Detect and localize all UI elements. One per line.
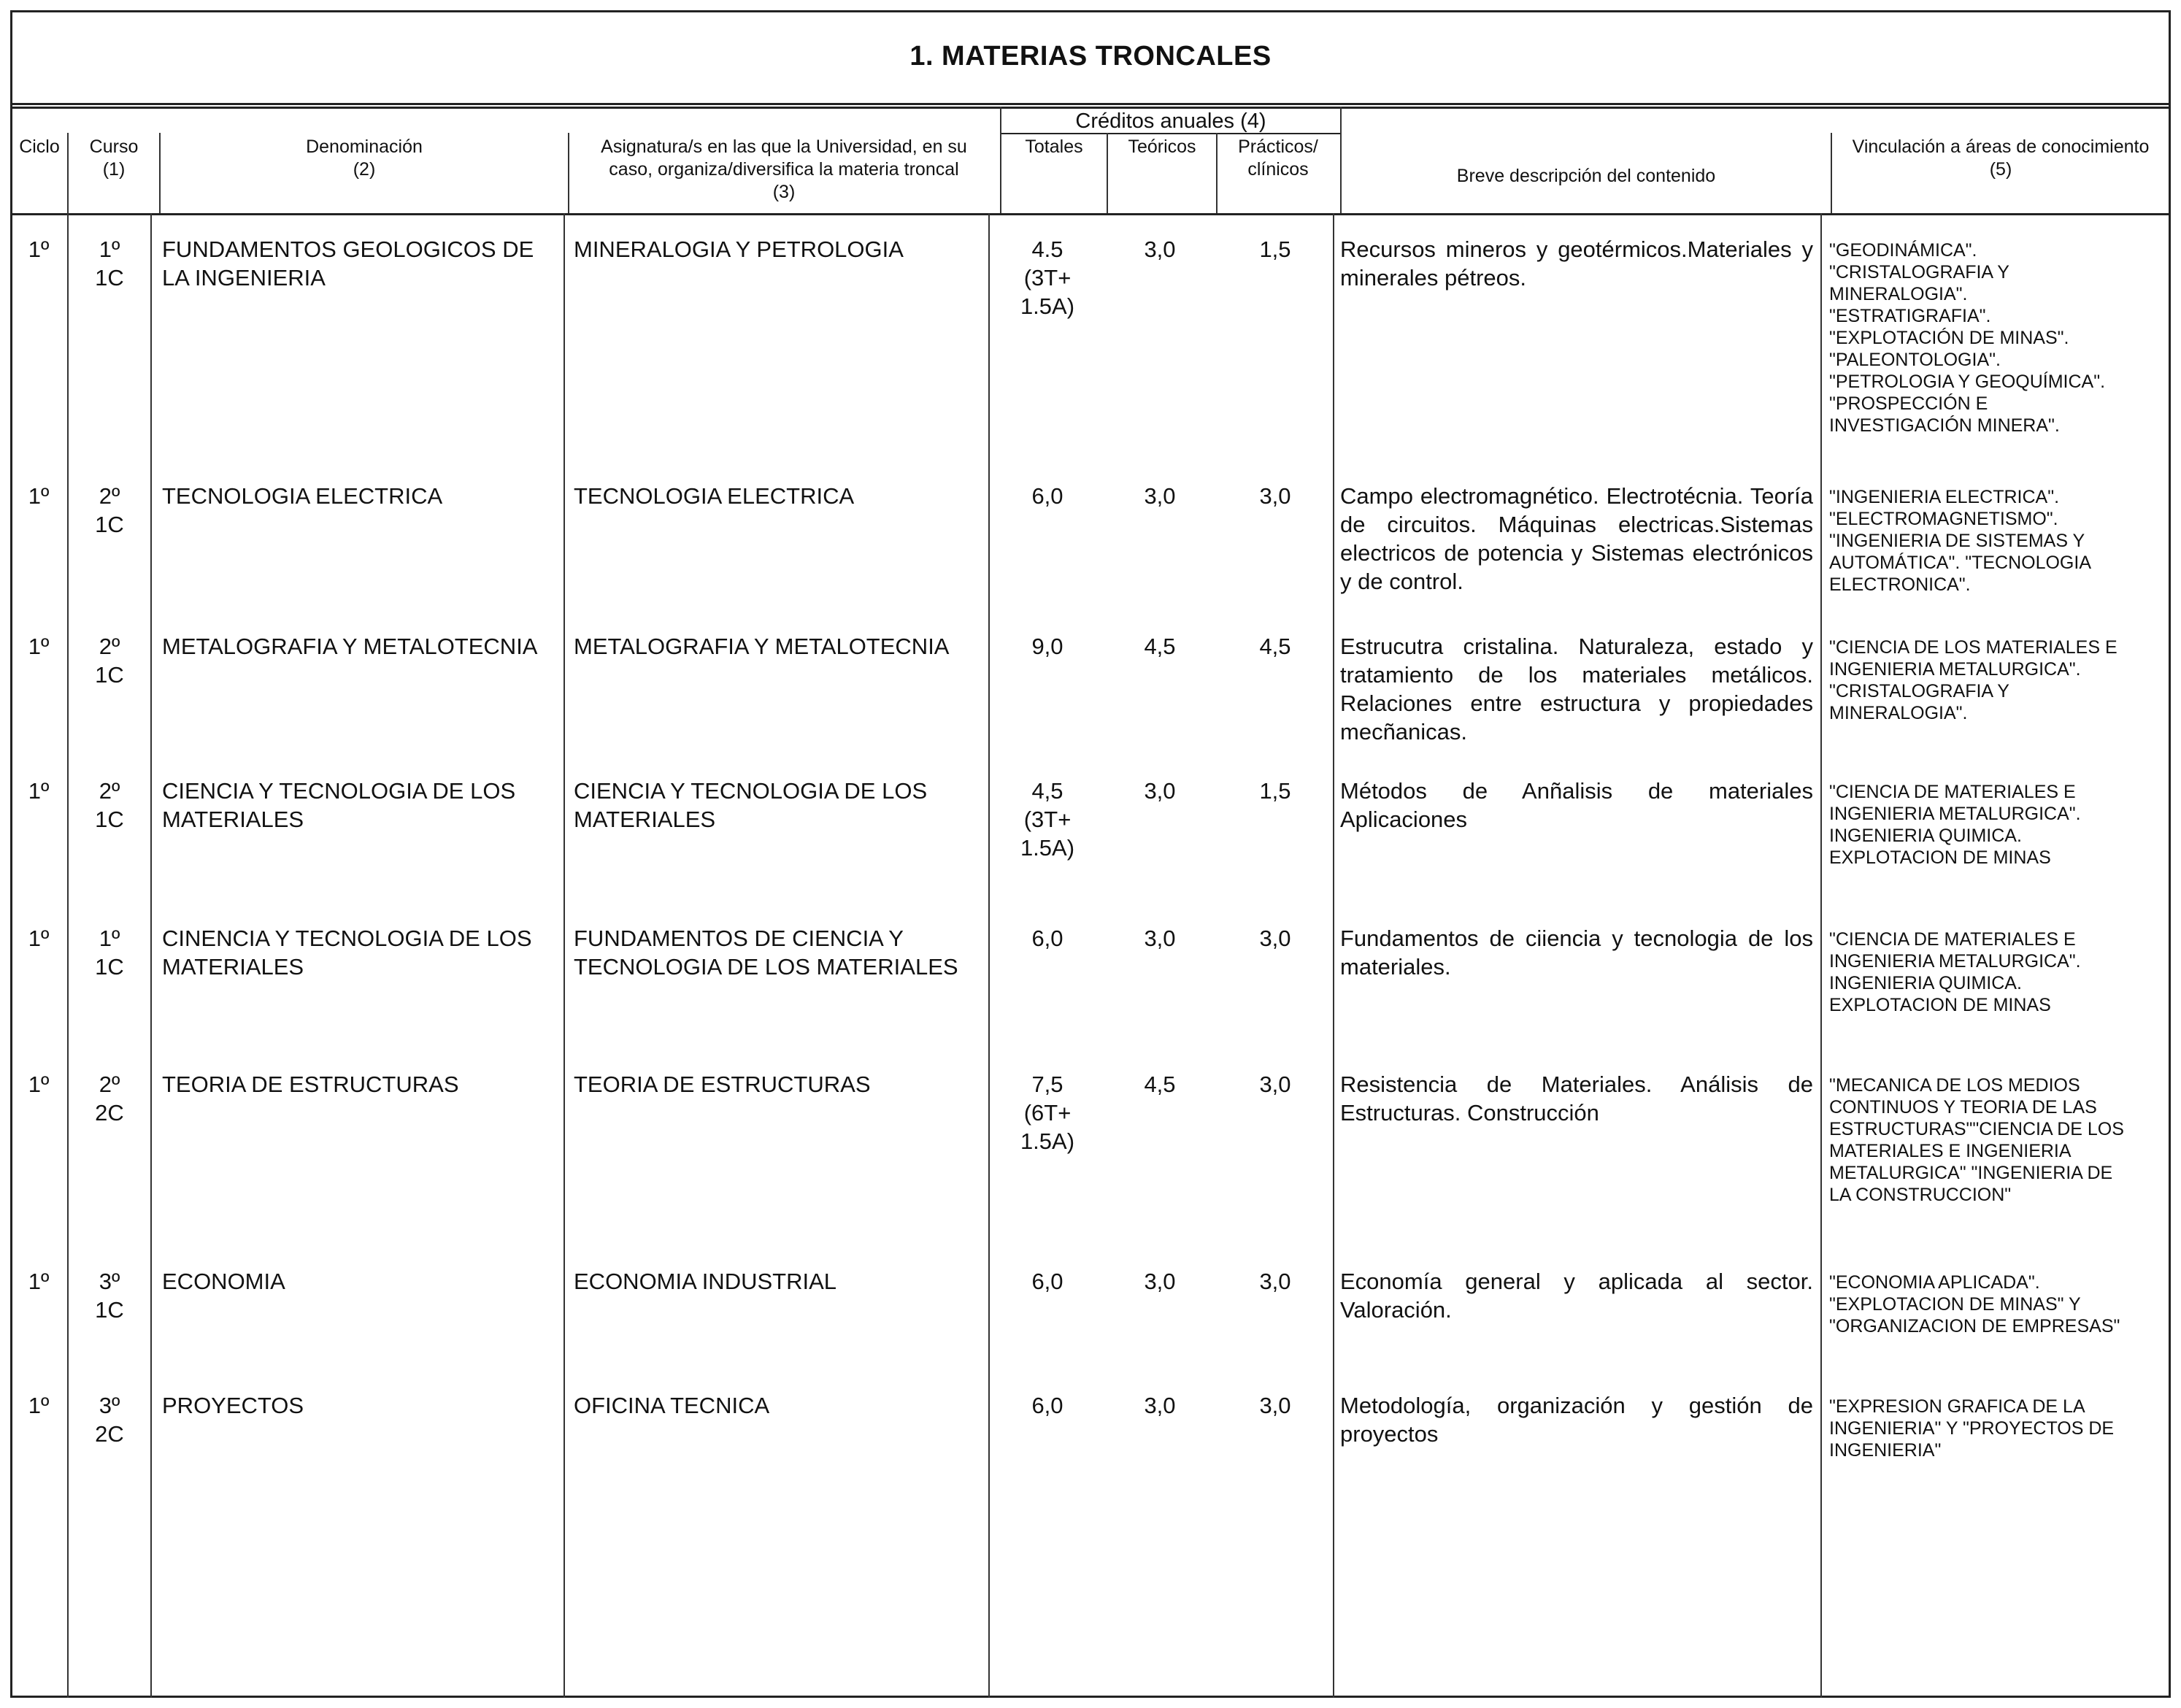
vinculacion-line: INGENIERIA METALURGICA". <box>1829 804 2081 824</box>
totales-cell <box>993 482 1102 510</box>
teoricos-cell: 4,5 <box>1144 634 1176 659</box>
totales-line: 7,5 <box>1031 1072 1063 1097</box>
denominacion-cell: TECNOLOGIA ELECTRICA <box>162 483 443 509</box>
curso-cell <box>70 924 149 981</box>
vinculacion-line: "INGENIERIA ELECTRICA". <box>1829 487 2060 507</box>
vinculacion-line: "PETROLOGIA Y GEOQUÍMICA". <box>1829 372 2106 392</box>
vinculacion-line: "EXPLOTACIÓN DE MINAS". <box>1829 328 2069 348</box>
totales-line: 6,0 <box>1031 1269 1063 1294</box>
vinculacion-cell <box>1829 1074 2168 1206</box>
curso-line: 2C <box>95 1421 124 1447</box>
curso-line: 3º <box>99 1393 120 1418</box>
denominacion-cell: PROYECTOS <box>162 1393 304 1418</box>
vinculacion-line: "GEODINÁMICA". <box>1829 240 1977 261</box>
descripcion-cell: Métodos de Anñalisis de materiales Aplicaciones <box>1340 778 1813 832</box>
vinculacion-line: INGENIERIA QUIMICA. <box>1829 826 2022 846</box>
asignatura-header-note: (3) <box>772 182 796 202</box>
practicos-header-label: Prácticos/ clínicos <box>1238 136 1318 180</box>
asignatura-header <box>577 136 991 204</box>
teoricos-header <box>1108 136 1216 158</box>
teoricos-cell: 3,0 <box>1144 1269 1176 1294</box>
curso-line: 1C <box>95 954 124 980</box>
vinculacion-line: INGENIERIA" <box>1829 1440 1942 1461</box>
curso-line: 1C <box>95 807 124 832</box>
curso-header-note: (1) <box>102 159 126 180</box>
asignatura-cell: METALOGRAFIA Y METALOTECNIA <box>574 634 950 659</box>
creditos-group-header: Créditos anuales (4) <box>1075 109 1266 133</box>
curso-cell <box>70 482 149 539</box>
practicos-cell: 3,0 <box>1259 483 1291 509</box>
vinculacion-line: "PROSPECCIÓN E <box>1829 393 1988 414</box>
creditos-group-divider <box>1000 133 1340 134</box>
vinculacion-line: "INGENIERIA DE SISTEMAS Y <box>1829 531 2085 551</box>
ciclo-cell: 1º <box>28 236 50 262</box>
asignatura-cell: TEORIA DE ESTRUCTURAS <box>574 1072 871 1097</box>
body-divider <box>10 213 2171 215</box>
totales-line: 6,0 <box>1031 483 1063 509</box>
ciclo-cell: 1º <box>28 483 50 509</box>
vinculacion-line: "MECANICA DE LOS MEDIOS <box>1829 1075 2080 1096</box>
ciclo-header <box>12 136 67 158</box>
totales-line: 9,0 <box>1031 634 1063 659</box>
curso-cell <box>70 777 149 834</box>
vinculacion-line: EXPLOTACION DE MINAS <box>1829 847 2051 868</box>
vinculacion-line: ELECTRONICA". <box>1829 574 1971 595</box>
practicos-cell: 1,5 <box>1259 778 1291 804</box>
totales-cell <box>993 235 1102 320</box>
practicos-cell: 3,0 <box>1259 1269 1291 1294</box>
descripcion-cell: Campo electromagnético. Electrotécnia. Teoría de circuitos. Máquinas electricas.Sistemas electricos de potencia y Sistemas electrónicos y de control. <box>1340 483 1813 594</box>
curso-line: 1º <box>99 926 120 951</box>
ciclo-cell: 1º <box>28 1393 50 1418</box>
teoricos-cell: 3,0 <box>1144 483 1176 509</box>
totales-cell <box>993 924 1102 953</box>
vinculacion-line: "ESTRATIGRAFIA". <box>1829 306 1991 326</box>
totales-line: (6T+ <box>1023 1100 1072 1126</box>
col-divider <box>1820 213 1822 1698</box>
totales-header <box>1001 136 1107 158</box>
col-divider <box>1333 213 1334 1698</box>
asignatura-cell: TECNOLOGIA ELECTRICA <box>574 483 855 509</box>
totales-line: 4,5 <box>1031 778 1063 804</box>
vinculacion-line: "CIENCIA DE MATERIALES E <box>1829 929 2076 950</box>
totales-line: 6,0 <box>1031 1393 1063 1418</box>
denominacion-header-note: (2) <box>353 159 376 180</box>
col-divider <box>67 213 69 1698</box>
vinculacion-line: MINERALOGIA". <box>1829 703 1968 723</box>
denominacion-cell: METALOGRAFIA Y METALOTECNIA <box>162 634 538 659</box>
vinculacion-cell <box>1829 239 2168 436</box>
asignatura-cell: FUNDAMENTOS DE CIENCIA Y TECNOLOGIA DE LOS MATERIALES <box>574 926 958 980</box>
practicos-cell: 4,5 <box>1259 634 1291 659</box>
vinculacion-line: "ELECTROMAGNETISMO". <box>1829 509 2058 529</box>
denominacion-header <box>161 136 568 181</box>
denominacion-cell: CIENCIA Y TECNOLOGIA DE LOS MATERIALES <box>162 778 516 832</box>
asignatura-cell: OFICINA TECNICA <box>574 1393 770 1418</box>
curso-line: 2º <box>99 1072 120 1097</box>
totales-line: 6,0 <box>1031 926 1063 951</box>
teoricos-cell: 3,0 <box>1144 926 1176 951</box>
totales-cell <box>993 777 1102 862</box>
teoricos-cell: 3,0 <box>1144 236 1176 262</box>
vinculacion-line: AUTOMÁTICA". "TECNOLOGIA <box>1829 553 2091 573</box>
vinculacion-cell <box>1829 1272 2168 1337</box>
curso-cell <box>70 632 149 689</box>
vinculacion-line: "PALEONTOLOGIA". <box>1829 350 2001 370</box>
vinculacion-cell <box>1829 1396 2168 1461</box>
vinculacion-cell <box>1829 928 2168 1016</box>
ciclo-cell: 1º <box>28 926 50 951</box>
denominacion-cell: CINENCIA Y TECNOLOGIA DE LOS MATERIALES <box>162 926 532 980</box>
vinculacion-line: MATERIALES E INGENIERIA <box>1829 1141 2072 1161</box>
teoricos-cell: 3,0 <box>1144 1393 1176 1418</box>
asignatura-cell: CIENCIA Y TECNOLOGIA DE LOS MATERIALES <box>574 778 928 832</box>
vinculacion-line: METALURGICA" "INGENIERIA DE <box>1829 1163 2113 1183</box>
curso-line: 2º <box>99 483 120 509</box>
vinculacion-line: ESTRUCTURAS""CIENCIA DE LOS <box>1829 1119 2124 1139</box>
curso-header <box>69 136 159 181</box>
curso-cell <box>70 235 149 292</box>
col-divider <box>563 213 565 1698</box>
practicos-cell: 3,0 <box>1259 926 1291 951</box>
vinculacion-line: "ORGANIZACION DE EMPRESAS" <box>1829 1316 2120 1336</box>
page-title: 1. MATERIAS TRONCALES <box>10 10 2171 105</box>
asignatura-cell: MINERALOGIA Y PETROLOGIA <box>574 236 904 262</box>
curso-cell <box>70 1267 149 1324</box>
teoricos-cell: 3,0 <box>1144 778 1176 804</box>
practicos-cell: 3,0 <box>1259 1393 1291 1418</box>
ciclo-header-label: Ciclo <box>19 136 60 157</box>
denominacion-header-label: Denominación <box>306 136 423 157</box>
totales-line: 1.5A) <box>1020 293 1075 319</box>
curso-line: 3º <box>99 1269 120 1294</box>
denominacion-cell: FUNDAMENTOS GEOLOGICOS DE LA INGENIERIA <box>162 236 534 291</box>
practicos-cell: 1,5 <box>1259 236 1291 262</box>
denominacion-cell: TEORIA DE ESTRUCTURAS <box>162 1072 459 1097</box>
vinculacion-line: "ECONOMIA APLICADA". <box>1829 1272 2040 1293</box>
col-divider <box>150 213 152 1698</box>
totales-cell <box>993 632 1102 661</box>
curso-cell <box>70 1391 149 1448</box>
vinculacion-line: "CIENCIA DE MATERIALES E <box>1829 782 2076 802</box>
vinculacion-cell <box>1829 781 2168 869</box>
ciclo-cell: 1º <box>28 778 50 804</box>
totales-cell <box>993 1070 1102 1155</box>
vinculacion-line: MINERALOGIA". <box>1829 284 1968 304</box>
ciclo-cell: 1º <box>28 634 50 659</box>
practicos-header <box>1232 136 1324 181</box>
curso-header-label: Curso <box>89 136 139 157</box>
vinculacion-header <box>1832 136 2169 181</box>
descripcion-header-label: Breve descripción del contenido <box>1456 166 1716 186</box>
totales-line: 1.5A) <box>1020 835 1075 861</box>
practicos-cell: 3,0 <box>1259 1072 1291 1097</box>
vinculacion-line: EXPLOTACION DE MINAS <box>1829 995 2051 1015</box>
vinculacion-line: INGENIERIA METALURGICA". <box>1829 951 2081 972</box>
curso-line: 1C <box>95 265 124 291</box>
asignatura-cell: ECONOMIA INDUSTRIAL <box>574 1269 836 1294</box>
vinculacion-line: LA CONSTRUCCION" <box>1829 1185 2012 1205</box>
curso-line: 1C <box>95 662 124 688</box>
totales-line: 4.5 <box>1031 236 1063 262</box>
curso-line: 1C <box>95 1297 124 1323</box>
vinculacion-line: "CIENCIA DE LOS MATERIALES E <box>1829 637 2117 658</box>
descripcion-cell: Fundamentos de ciiencia y tecnologia de los materiales. <box>1340 926 1813 980</box>
descripcion-cell: Recursos mineros y geotérmicos.Materiales y minerales pétreos. <box>1340 236 1813 291</box>
vinculacion-line: "CRISTALOGRAFIA Y <box>1829 681 2009 701</box>
curso-cell <box>70 1070 149 1127</box>
totales-line: 1.5A) <box>1020 1128 1075 1154</box>
col-divider <box>1340 107 1342 213</box>
totales-line: (3T+ <box>1023 807 1072 832</box>
vinculacion-line: "CRISTALOGRAFIA Y <box>1829 262 2009 282</box>
col-divider <box>1216 133 1218 213</box>
vinculacion-line: INVESTIGACIÓN MINERA". <box>1829 415 2060 436</box>
vinculacion-cell <box>1829 636 2168 724</box>
totales-cell <box>993 1391 1102 1420</box>
asignatura-header-label: Asignatura/s en las que la Universidad, en su caso, organiza/diversifica la materia troncal <box>601 136 967 180</box>
curso-line: 1º <box>99 236 120 262</box>
vinculacion-header-label: Vinculación a áreas de conocimiento <box>1852 136 2150 157</box>
denominacion-cell: ECONOMIA <box>162 1269 285 1294</box>
vinculacion-line: "EXPLOTACION DE MINAS" Y <box>1829 1294 2081 1315</box>
col-divider <box>568 133 569 213</box>
vinculacion-header-note: (5) <box>1989 159 2012 180</box>
vinculacion-line: INGENIERIA QUIMICA. <box>1829 973 2022 993</box>
totales-line: (3T+ <box>1023 265 1072 291</box>
vinculacion-line: INGENIERIA METALURGICA". <box>1829 659 2081 680</box>
curso-line: 2º <box>99 778 120 804</box>
vinculacion-line: CONTINUOS Y TEORIA DE LAS <box>1829 1097 2097 1117</box>
totales-header-label: Totales <box>1025 136 1083 157</box>
curso-line: 2C <box>95 1100 124 1126</box>
vinculacion-line: "EXPRESION GRAFICA DE LA <box>1829 1396 2085 1417</box>
teoricos-header-label: Teóricos <box>1128 136 1196 157</box>
ciclo-cell: 1º <box>28 1269 50 1294</box>
curso-line: 2º <box>99 634 120 659</box>
vinculacion-cell <box>1829 486 2168 596</box>
curso-line: 1C <box>95 512 124 537</box>
teoricos-cell: 4,5 <box>1144 1072 1176 1097</box>
descripcion-cell: Metodología, organización y gestión de proyectos <box>1340 1393 1813 1447</box>
descripcion-cell: Economía general y aplicada al sector. Valoración. <box>1340 1269 1813 1323</box>
vinculacion-line: INGENIERIA" Y "PROYECTOS DE <box>1829 1418 2115 1439</box>
col-divider <box>988 213 990 1698</box>
descripcion-cell: Resistencia de Materiales. Análisis de Estructuras. Construcción <box>1340 1072 1813 1126</box>
descripcion-cell: Estrucutra cristalina. Naturaleza, estado y tratamiento de los materiales metálicos. Relaciones entre estructura y propiedades mecñanicas. <box>1340 634 1813 745</box>
header-divider <box>10 107 2171 109</box>
totales-cell <box>993 1267 1102 1296</box>
descripcion-header <box>1342 165 1831 188</box>
ciclo-cell: 1º <box>28 1072 50 1097</box>
